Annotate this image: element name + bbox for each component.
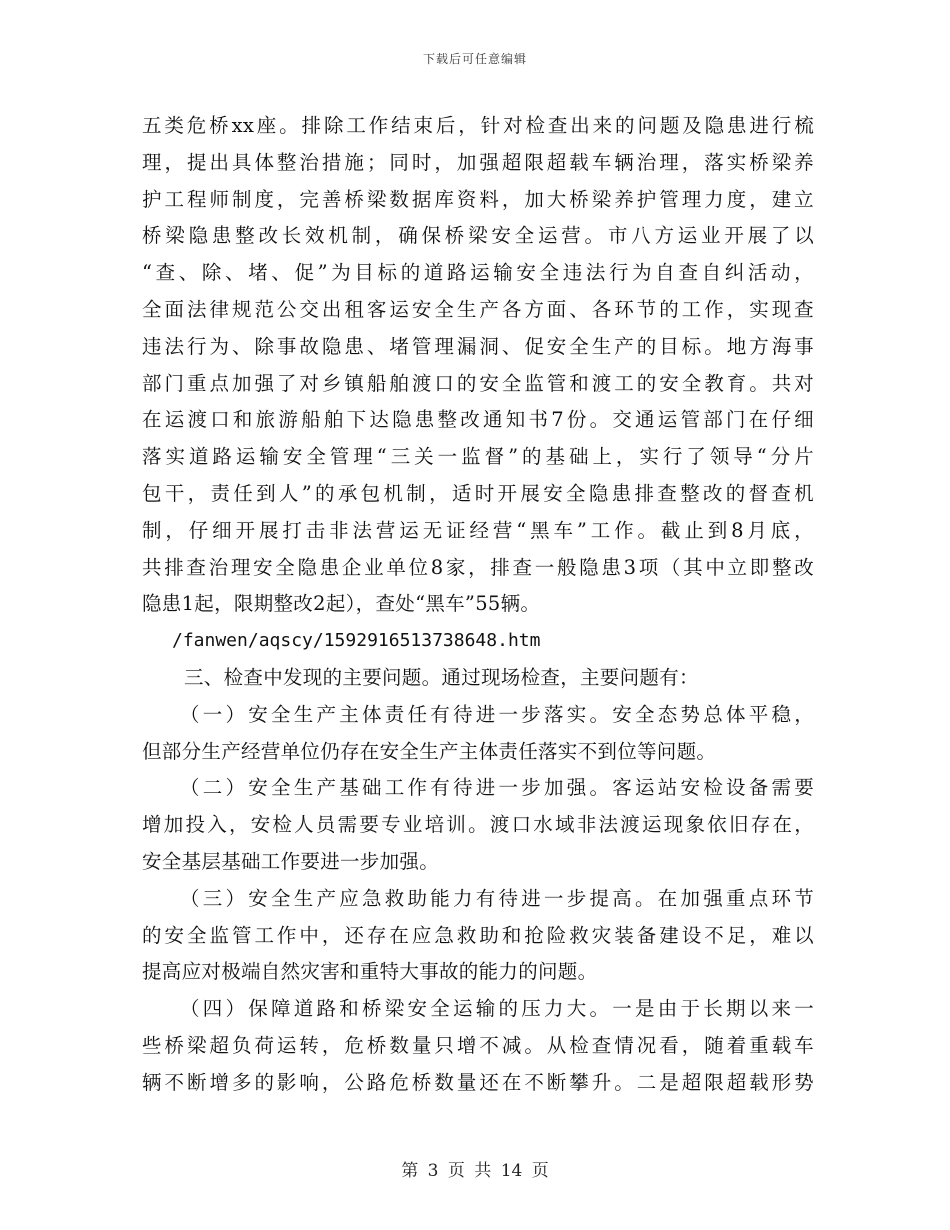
body-line: “查、除、堵、促”为目标的道路运输安全违法行为自查自纠活动， <box>142 261 814 285</box>
body-line: 些桥梁超负荷运转，危桥数量只增不减。从检查情况看，随着重载车 <box>142 1033 814 1057</box>
body-line: 五类危桥xx座。排除工作结束后，针对检查出来的问题及隐患进行梳 <box>142 114 814 137</box>
body-line: 制，仔细开展打击非法营运无证经营“黑车”工作。截止到8月底， <box>142 518 814 542</box>
body-line: 在运渡口和旅游船舶下达隐患整改通知书7份。交通运管部门在仔细 <box>142 408 814 432</box>
body-line: 桥梁隐患整改长效机制，确保桥梁安全运营。市八方运业开展了以 <box>142 224 814 248</box>
body-line: （四）保障道路和桥梁安全运输的压力大。一是由于长期以来一 <box>180 997 814 1021</box>
body-line: 提高应对极端自然灾害和重特大事故的能力的问题。 <box>142 960 598 984</box>
page-footer: 第 3 页 共 14 页 <box>401 1161 549 1181</box>
body-line: 落实道路运输安全管理“三关一监督”的基础上，实行了领导“分片 <box>142 445 814 469</box>
url-line: /fanwen/aqscy/1592916513738648.htm <box>172 630 541 652</box>
body-line: 但部分生产经营单位仍存在安全生产主体责任落实不到位等问题。 <box>142 739 717 763</box>
body-line: （二）安全生产基础工作有待进一步加强。客运站安检设备需要 <box>180 776 814 800</box>
body-line: 增加投入，安检人员需要专业培训。渡口水域非法渡运现象依旧存在， <box>142 813 814 837</box>
body-line: 包干，责任到人”的承包机制，适时开展安全隐患排查整改的督查机 <box>142 481 814 505</box>
body-line: 违法行为、除事故隐患、堵管理漏洞、促安全生产的目标。地方海事 <box>142 334 814 358</box>
body-line: 部门重点加强了对乡镇船舶渡口的安全监管和渡工的安全教育。共对 <box>142 371 814 395</box>
body-line: 辆不断增多的影响，公路危桥数量还在不断攀升。二是超限超载形势 <box>142 1070 814 1094</box>
body-line: 共排查治理安全隐患企业单位8家，排查一般隐患3项（其中立即整改 <box>142 555 814 579</box>
page-header: 下载后可任意编辑 <box>422 52 527 66</box>
body-line: 隐患1起，限期整改2起），查处“黑车”55辆。 <box>142 592 541 616</box>
body-line: 的安全监管工作中，还存在应急救助和抢险救灾装备建设不足，难以 <box>142 923 814 947</box>
section-heading: 三、检查中发现的主要问题。通过现场检查，主要问题有： <box>184 665 699 689</box>
body-line: （三）安全生产应急救助能力有待进一步提高。在加强重点环节 <box>180 886 814 910</box>
body-line: 安全基层基础工作要进一步加强。 <box>142 849 440 873</box>
body-line: 全面法律规范公交出租客运安全生产各方面、各环节的工作，实现查 <box>142 297 814 321</box>
document-body <box>142 108 814 1102</box>
body-line: 理，提出具体整治措施；同时，加强超限超载车辆治理，落实桥梁养 <box>142 150 814 174</box>
body-line: （一）安全生产主体责任有待进一步落实。安全态势总体平稳， <box>180 702 814 726</box>
body-line: 护工程师制度，完善桥梁数据库资料，加大桥梁养护管理力度，建立 <box>142 187 814 211</box>
